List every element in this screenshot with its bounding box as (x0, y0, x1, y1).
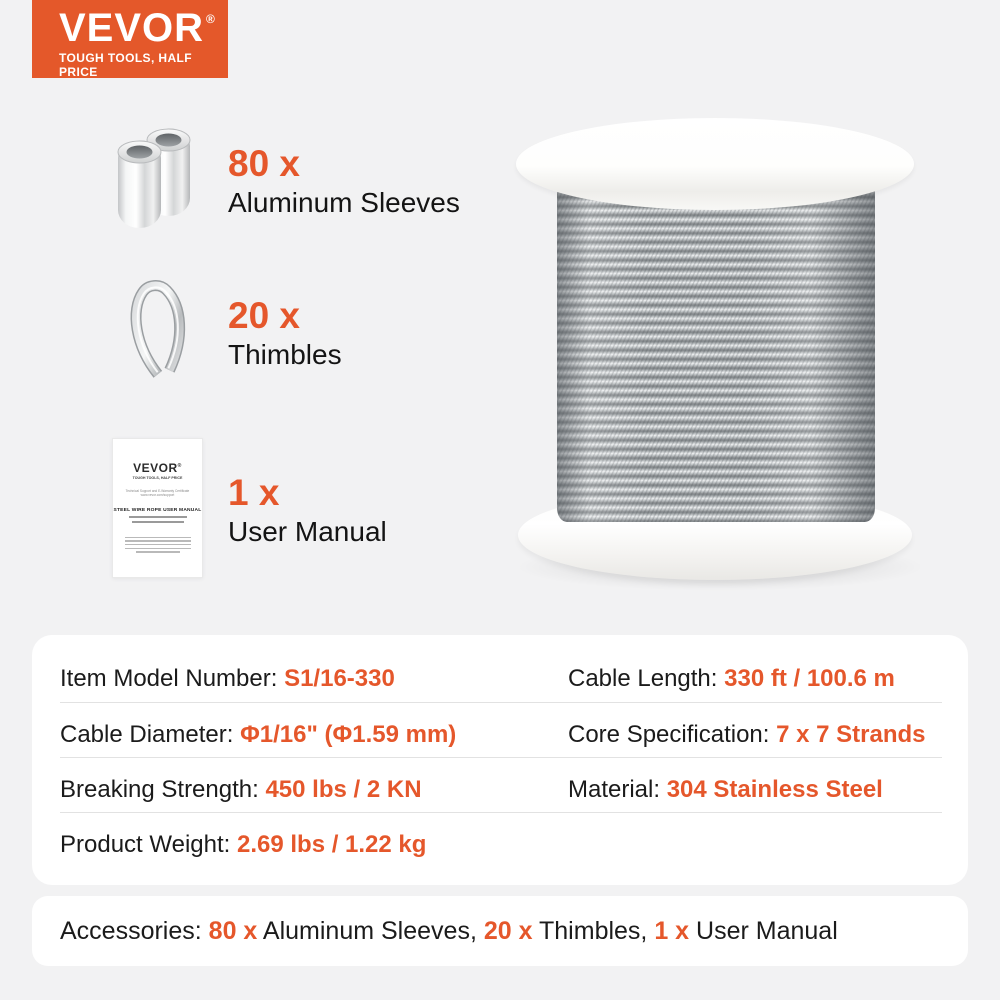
manual-support-line: Technical Support and E-Warranty Certificate www.vevor.com/support (125, 489, 190, 498)
user-manual-label: User Manual (228, 516, 387, 547)
brand-tagline: TOUGH TOOLS, HALF PRICE (59, 51, 193, 79)
manual-fine-print (113, 537, 202, 553)
user-manual-icon (112, 438, 203, 578)
spool-wire-coil (557, 180, 875, 522)
thimble-icon (124, 278, 194, 382)
row-divider (60, 757, 942, 758)
aluminum-sleeve-icon (116, 118, 192, 230)
spec-material: Material: 304 Stainless Steel (568, 776, 883, 803)
spec-cable-diameter: Cable Diameter: Φ1/16" (Φ1.59 mm) (60, 721, 457, 748)
registered-mark: ® (206, 12, 215, 26)
row-divider (60, 812, 942, 813)
spec-breaking-strength: Breaking Strength: 450 lbs / 2 KN (60, 776, 422, 803)
user-manual-qty: 1 x (228, 472, 280, 513)
row-divider (60, 702, 942, 703)
spec-item-model: Item Model Number: S1/16-330 (60, 665, 395, 692)
specs-table (32, 635, 968, 885)
spec-core-specification: Core Specification: 7 x 7 Strands (568, 721, 926, 748)
thimbles-qty: 20 x (228, 295, 301, 336)
manual-title: STEEL WIRE ROPE USER MANUAL (113, 507, 202, 513)
spec-product-weight: Product Weight: 2.69 lbs / 1.22 kg (60, 831, 427, 858)
manual-brand: VEVOR® (133, 461, 182, 475)
spec-cable-length: Cable Length: 330 ft / 100.6 m (568, 665, 895, 692)
accessories-line: Accessories: 80 x Aluminum Sleeves, 20 x Thimbles, 1 x User Manual (60, 917, 838, 945)
spool-top-flange (516, 118, 914, 210)
accessories-summary (32, 896, 968, 966)
brand-logo (32, 0, 228, 78)
wire-rope-spool-image (516, 118, 916, 598)
manual-model-line (129, 516, 187, 518)
aluminum-sleeves-label: Aluminum Sleeves (228, 187, 460, 218)
manual-tagline: TOUGH TOOLS, HALF PRICE (132, 476, 183, 480)
thimbles-label: Thimbles (228, 339, 342, 370)
aluminum-sleeves-qty: 80 x (228, 143, 301, 184)
manual-model-line (132, 521, 184, 523)
brand-wordmark: VEVOR ® (59, 6, 215, 50)
